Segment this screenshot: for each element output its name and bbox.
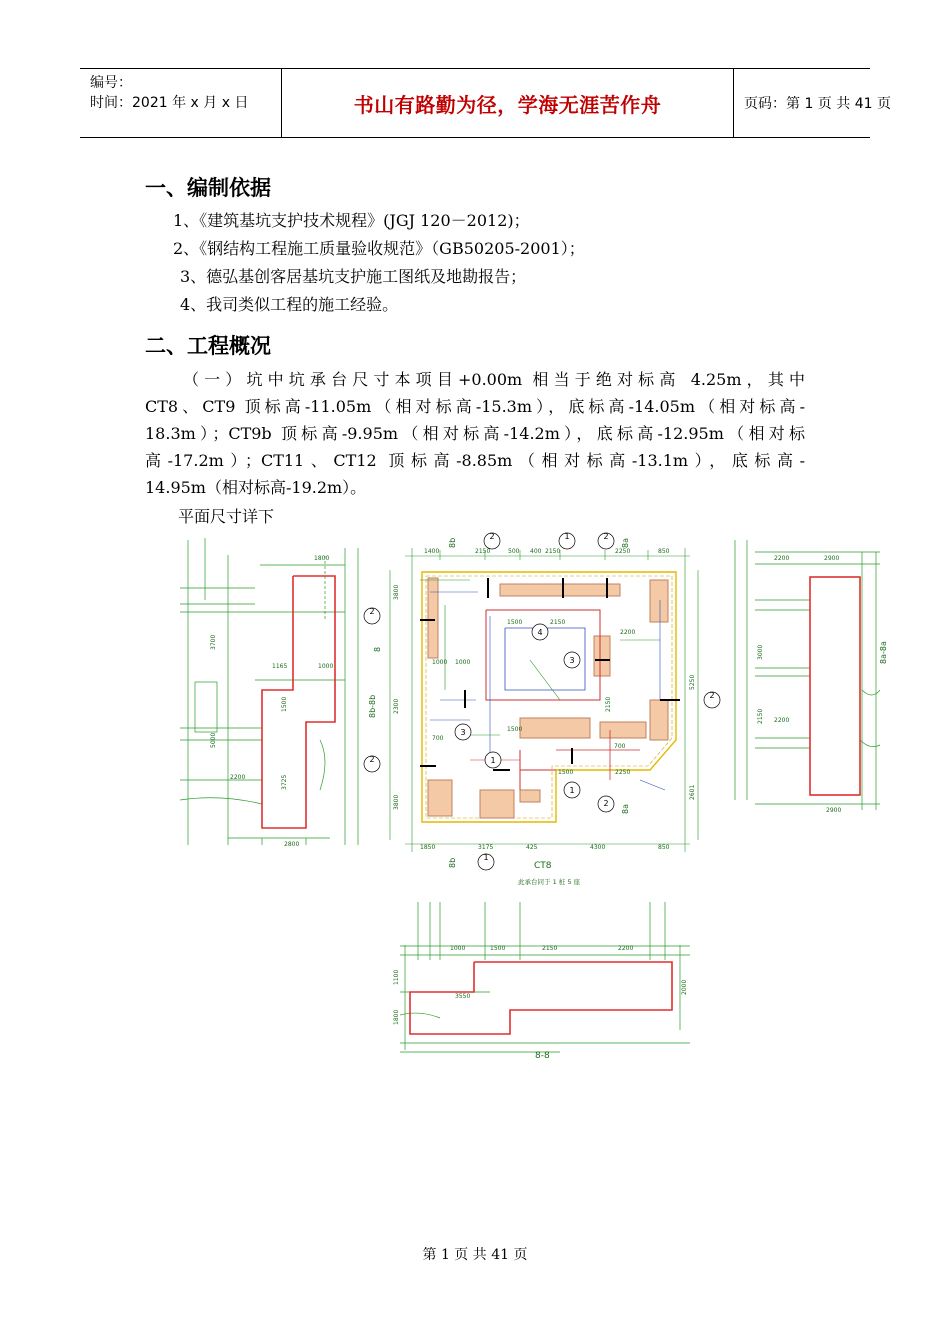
svg-text:1000: 1000 xyxy=(432,659,448,666)
center-plan-subtitle: 此承台同于 1 桩 5 座 xyxy=(518,878,581,886)
svg-text:700: 700 xyxy=(432,735,444,742)
svg-text:2: 2 xyxy=(709,691,715,700)
header-motto: 书山有路勤为径，学海无涯苦作舟 xyxy=(282,69,734,137)
overview-line-2: CT8、CT9 顶标高-11.05m（相对标高-15.3m），底标高-14.05m（相对标高- xyxy=(145,397,805,416)
svg-text:1500: 1500 xyxy=(558,769,574,776)
right-plan-text xyxy=(757,555,888,814)
left-dim-1: 3700 xyxy=(210,634,217,650)
overview-line-3: 18.3m）；CT9b 顶标高-9.95m（相对标高-14.2m），底标高-12.95m（相对标 xyxy=(145,424,805,443)
basis-item-2: 2、《钢结构工程施工质量验收规范》（GB50205-2001）； xyxy=(173,239,585,258)
basis-item-1: 1、《建筑基坑支护技术规程》(JGJ 120－2012)； xyxy=(173,211,530,230)
basis-item-3: 3、德弘基创客居基坑支护施工图纸及地勘报告； xyxy=(180,267,527,286)
code-label: 编号： xyxy=(90,75,132,91)
left-dim-2: 1165 xyxy=(272,663,288,670)
svg-text:1100: 1100 xyxy=(393,969,400,985)
svg-text:8b: 8b xyxy=(448,537,457,548)
right-section-label: 8a-8a xyxy=(879,641,888,664)
bottom-section xyxy=(400,902,690,1052)
svg-text:3: 3 xyxy=(460,728,466,737)
svg-text:1000: 1000 xyxy=(450,945,466,952)
svg-text:2601: 2601 xyxy=(689,784,696,800)
svg-text:3: 3 xyxy=(569,656,575,665)
left-dim-6: 3725 xyxy=(281,774,288,790)
svg-text:1400: 1400 xyxy=(424,548,440,555)
svg-text:2: 2 xyxy=(603,532,609,541)
svg-text:3800: 3800 xyxy=(393,584,400,600)
svg-text:8b: 8b xyxy=(448,857,457,868)
svg-text:850: 850 xyxy=(658,548,670,555)
svg-text:4300: 4300 xyxy=(590,844,606,851)
section-2-title: 二、工程概况 xyxy=(145,334,271,358)
svg-text:2150: 2150 xyxy=(550,619,566,626)
right-plan xyxy=(735,540,880,810)
svg-text:2: 2 xyxy=(489,532,495,541)
svg-text:2900: 2900 xyxy=(824,555,840,562)
svg-text:1500: 1500 xyxy=(490,945,506,952)
svg-text:2300: 2300 xyxy=(393,698,400,714)
svg-text:3000: 3000 xyxy=(757,644,764,660)
left-dim-8: 2800 xyxy=(284,841,300,848)
svg-text:3800: 3800 xyxy=(393,794,400,810)
overview-line-5: 14.95m（相对标高-19.2m）。 xyxy=(145,478,367,497)
svg-text:2: 2 xyxy=(369,755,375,764)
center-plan-section-cuts xyxy=(420,578,680,770)
bottom-section-outline xyxy=(410,962,672,1034)
time-label: 时间：2021 年 x 月 x 日 xyxy=(90,95,249,111)
center-plan-title: CT8 xyxy=(534,861,552,871)
svg-text:2: 2 xyxy=(603,799,609,808)
svg-text:2200: 2200 xyxy=(774,555,790,562)
svg-text:1800: 1800 xyxy=(393,1009,400,1025)
overview-line-4: 高-17.2m）；CT11、CT12 顶标高-8.85m（相对标高-13.1m），底标高- xyxy=(145,451,805,470)
left-plan xyxy=(180,538,358,845)
svg-text:1850: 1850 xyxy=(420,844,436,851)
svg-text:3175: 3175 xyxy=(478,844,494,851)
drawing-caption: 平面尺寸详下 xyxy=(178,507,275,526)
left-dim-3: 1000 xyxy=(318,663,334,670)
svg-text:2: 2 xyxy=(369,607,375,616)
svg-text:400: 400 xyxy=(530,548,542,555)
svg-text:1: 1 xyxy=(490,756,496,765)
svg-text:2150: 2150 xyxy=(475,548,491,555)
svg-text:2150: 2150 xyxy=(542,945,558,952)
svg-text:2150: 2150 xyxy=(757,708,764,724)
svg-text:1500: 1500 xyxy=(507,726,523,733)
left-dim-4: 5000 xyxy=(210,732,217,748)
svg-text:500: 500 xyxy=(508,548,520,555)
bottom-section-title: 8-8 xyxy=(535,1051,550,1061)
svg-text:1: 1 xyxy=(483,853,489,862)
center-plan-body xyxy=(420,572,676,822)
svg-text:3550: 3550 xyxy=(455,993,471,1000)
svg-text:1000: 1000 xyxy=(455,659,471,666)
svg-text:1500: 1500 xyxy=(507,619,523,626)
left-dim-5: 2200 xyxy=(230,774,246,781)
svg-text:2250: 2250 xyxy=(615,769,631,776)
basis-item-4: 4、我司类似工程的施工经验。 xyxy=(180,295,399,314)
svg-text:2250: 2250 xyxy=(615,548,631,555)
svg-text:5250: 5250 xyxy=(689,674,696,690)
svg-text:1: 1 xyxy=(569,786,575,795)
section-1-title: 一、编制依据 xyxy=(145,176,271,200)
svg-text:2200: 2200 xyxy=(774,717,790,724)
svg-text:850: 850 xyxy=(658,844,670,851)
overview-line-1: （一）坑中坑承台尺寸本项目+0.00m 相当于绝对标高 4.25m，其中 xyxy=(183,370,805,389)
svg-text:2000: 2000 xyxy=(681,979,688,995)
svg-text:2200: 2200 xyxy=(620,629,636,636)
svg-text:4: 4 xyxy=(537,628,543,637)
svg-text:8a: 8a xyxy=(621,804,630,814)
right-plan-outline xyxy=(810,577,860,795)
left-section-label: 8b-8b xyxy=(368,694,377,718)
page-footer: 第 1 页 共 41 页 xyxy=(422,1247,528,1263)
svg-text:8: 8 xyxy=(373,646,382,652)
svg-text:2900: 2900 xyxy=(826,807,842,814)
svg-text:1: 1 xyxy=(564,532,570,541)
svg-text:2200: 2200 xyxy=(618,945,634,952)
svg-text:425: 425 xyxy=(526,844,538,851)
header-page-info: 页码：第 1 页 共 41 页 xyxy=(744,96,891,112)
left-plan-outline xyxy=(262,576,335,828)
svg-text:8a: 8a xyxy=(621,538,630,548)
svg-text:2150: 2150 xyxy=(545,548,561,555)
left-dim-0: 1800 xyxy=(314,555,330,562)
svg-text:700: 700 xyxy=(614,743,626,750)
svg-text:2150: 2150 xyxy=(605,696,612,712)
left-dim-7: 1500 xyxy=(281,696,288,712)
